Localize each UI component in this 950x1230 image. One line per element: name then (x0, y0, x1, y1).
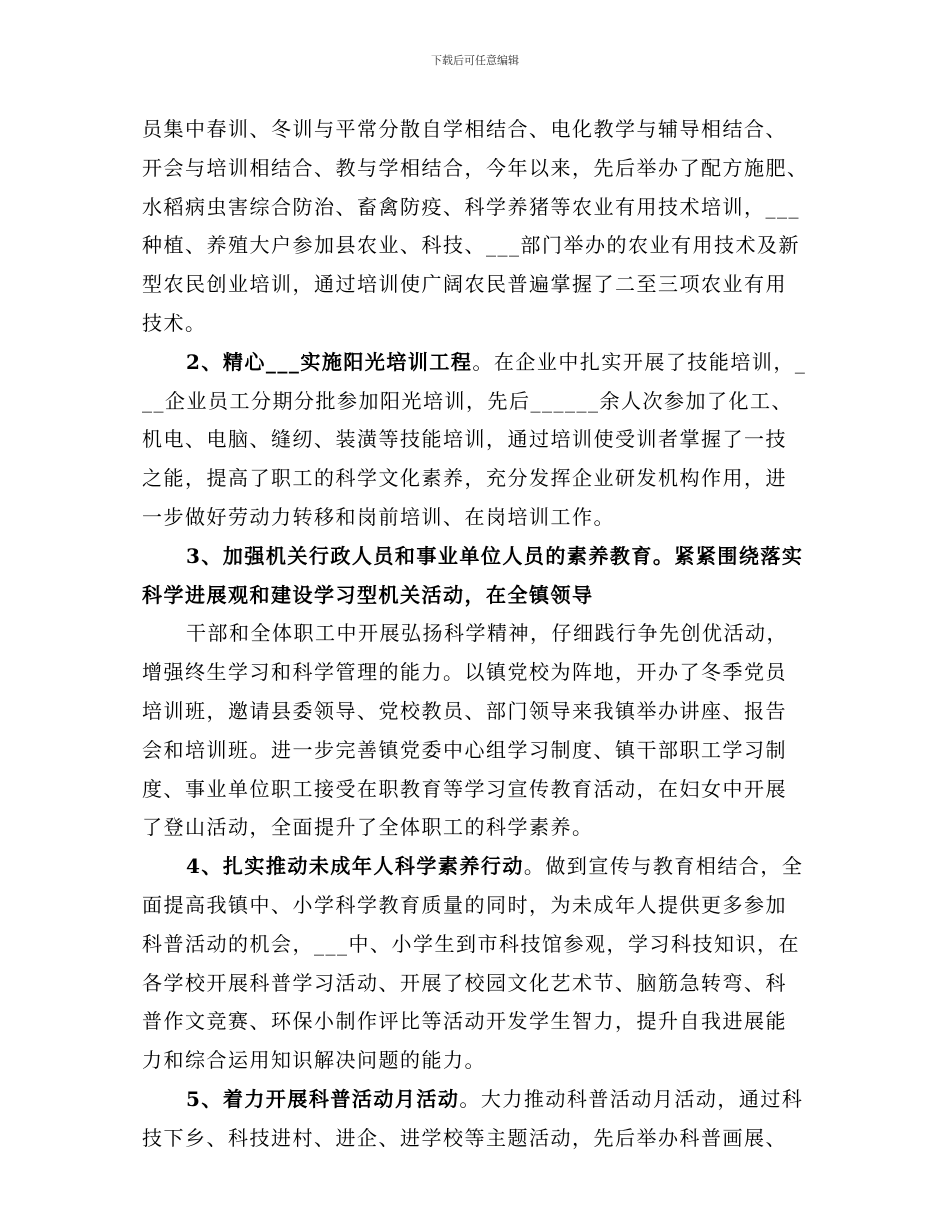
line-text: 科普活动的机会，___中、小学生到市科技馆参观，学习科技知识，在 (142, 931, 800, 956)
section-heading: 2、精心___实施阳光培训工程 (186, 349, 473, 374)
text-line (142, 149, 812, 188)
line-text: 机电、电脑、缝纫、装潢等技能培训，通过培训使受训者掌握了一技 (142, 427, 787, 452)
page-header: 下载后可任意编辑 (431, 54, 519, 67)
text-line (142, 925, 812, 964)
line-text: 力和综合运用知识解决问题的能力。 (142, 1048, 486, 1073)
line-text: 水稻病虫害综合防治、畜禽防疫、科学养猪等农业有用技术培训，___ (142, 194, 800, 219)
text-line (142, 343, 812, 382)
text-line (142, 808, 812, 847)
text-line (142, 770, 812, 809)
line-text: 培训班，邀请县委领导、党校教员、部门领导来我镇举办讲座、报告 (142, 698, 787, 723)
text-line (142, 731, 812, 770)
text-line (142, 1002, 812, 1041)
text-line (142, 537, 812, 576)
text-line (142, 692, 812, 731)
line-text: 。在企业中扎实开展了技能培训，_ (472, 349, 807, 374)
line-text: 员集中春训、冬训与平常分散自学相结合、电化教学与辅导相结合、 (142, 117, 787, 141)
line-text: 增强终生学习和科学管理的能力。以镇党校为阵地，开办了冬季党员 (142, 660, 787, 685)
text-line (142, 188, 812, 227)
line-text: 开会与培训相结合、教与学相结合，今年以来，先后举办了配方施肥、 (142, 155, 809, 180)
line-text: 普作文竞赛、环保小制作评比等活动开发学生智力，提升自我进展能 (142, 1009, 787, 1034)
line-text: 各学校开展科普学习活动、开展了校园文化艺术节、脑筋急转弯、科 (142, 970, 787, 995)
text-line (142, 1041, 812, 1080)
text-line (142, 226, 812, 265)
line-text: 干部和全体职工中开展弘扬科学精神，仔细践行争先创优活动， (186, 621, 788, 646)
text-line (142, 304, 812, 343)
document-body (142, 110, 812, 1158)
line-text: 了登山活动，全面提升了全体职工的科学素养。 (142, 815, 594, 840)
line-text: 度、事业单位职工接受在职教育等学习宣传教育活动，在妇女中开展 (142, 776, 787, 801)
text-line (142, 886, 812, 925)
line-text: __企业员工分期分批参加阳光培训，先后______余人次参加了化工、 (142, 388, 793, 413)
line-text: 种植、养殖大户参加县农业、科技、___部门举办的农业有用技术及新 (142, 233, 800, 258)
text-line (142, 964, 812, 1003)
text-line (142, 265, 812, 304)
line-text: 技术。 (142, 310, 207, 335)
line-text: 会和培训班。进一步完善镇党委中心组学习制度、镇干部职工学习制 (142, 737, 787, 762)
line-text: 面提高我镇中、小学科学教育质量的同时，为未成年人提供更多参加 (142, 892, 787, 917)
text-line (142, 382, 812, 421)
text-line (142, 1080, 812, 1119)
text-line (142, 614, 812, 653)
section-heading: 5、着力开展科普活动月活动 (186, 1086, 460, 1111)
text-line (142, 420, 812, 459)
line-text: 技下乡、科技进村、进企、进学校等主题活动，先后举办科普画展、 (142, 1125, 787, 1150)
text-line (142, 498, 812, 537)
text-line (142, 847, 812, 886)
line-text: 。大力推动科普活动月活动，通过科 (459, 1086, 804, 1111)
line-text: 之能，提高了职工的科学文化素养，充分发挥企业研发机构作用，进 (142, 466, 787, 491)
line-text: 。做到宣传与教育相结合，全 (523, 854, 804, 879)
text-line (142, 1119, 812, 1158)
text-line (142, 576, 812, 615)
text-line (142, 653, 812, 692)
section-heading: 3、加强机关行政人员和事业单位人员的素养教育。紧紧围绕落实 (186, 543, 804, 568)
line-text: 一步做好劳动力转移和岗前培训、在岗培训工作。 (142, 504, 615, 529)
section-heading: 4、扎实推动未成年人科学素养行动 (186, 854, 524, 879)
text-line (142, 110, 812, 149)
text-line (142, 459, 812, 498)
line-text: 型农民创业培训，通过培训使广阔农民普遍掌握了二至三项农业有用 (142, 272, 787, 297)
section-heading: 科学进展观和建设学习型机关活动，在全镇领导 (142, 582, 594, 607)
